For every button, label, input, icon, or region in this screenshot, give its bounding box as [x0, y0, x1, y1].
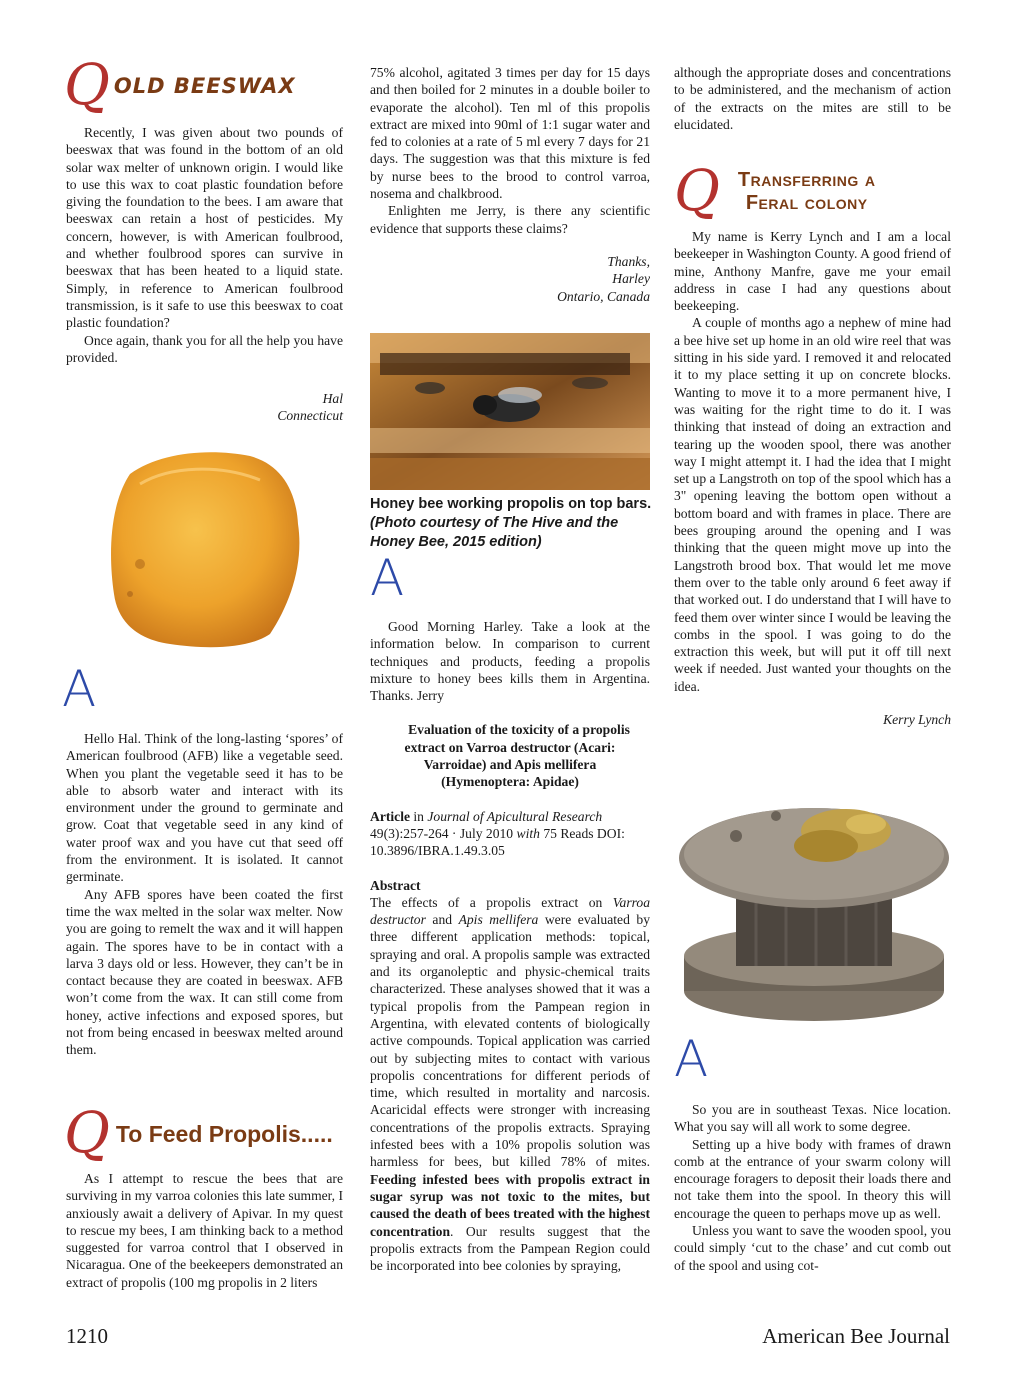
signature-name: Hal — [322, 391, 343, 407]
answer-old-beeswax — [66, 730, 343, 1059]
question-transferring-feral — [674, 228, 951, 728]
heading-transferring-feral — [674, 159, 876, 224]
section-title: To Feed Propolis..... — [115, 1120, 333, 1147]
answer-paragraph: So you are in southeast Texas. Nice location. What you say will all work to some degree. — [674, 1102, 951, 1135]
caption-text: Honey bee working propolis on top bars. — [370, 496, 652, 512]
signature-name: Harley — [612, 271, 650, 287]
question-old-beeswax — [66, 124, 343, 425]
journal-name: Journal of Apicultural Research — [427, 808, 603, 824]
article-with: with — [516, 825, 540, 841]
question-feed-propolis — [66, 1170, 343, 1291]
question-paragraph: My name is Kerry Lynch and I am a local beekeeper in Washington County. A good friend of mine, Anthony Manfre, gave me your email address in case I had any questions about beekeeping. — [674, 229, 951, 314]
caption-credit: (Photo courtesy of The Hive and the Honey Bee, 2015 edition) — [370, 515, 619, 550]
question-paragraph: As I attempt to rescue the bees that are surviving in my varroa colonies this late summer, I anxiously await a delivery of Apivar. In my quest to rescue my bees, I am thinking back to a method suggested for varroa control that I observed in Nicaragua. One of the beekeepers demonstrated an extract of propolis (100 mg propolis in 2 liters — [66, 1171, 343, 1290]
abstract-part: The effects of a propolis extract on — [370, 894, 613, 910]
question-paragraph: Recently, I was given about two pounds of beeswax that was found in the bottom of an old solar wax melter of unknown origin. I would like to use this wax to coat plastic foundation before giving the foundation to the bees. I am aware that beeswax can retain a host of pesticides. My concern, however, is with American foulbrood, and whether foulbrood spores can survive in beeswax that has been heated to a liquid state. Simply, in reference to American foulbrood transmission, is it safe to use this beeswax to coat plastic foundation? — [66, 125, 343, 331]
abstract-part: were evaluated by three different application methods: topical, spraying and oral. A propolis sample was extracted and its organoleptic and physic-chemical traits characterized. These analyses showed that it was a typical propolis from the Pampean region in Argentina, with elevated contents of biologically active compounds. Topical application was carried out by subjecting mites to contact with various propolis concentrations for different periods of time, which resulted in mortality and narcosis. Acaricidal effects were stronger with increasing concentrations of the propolis extracts. Spraying infested bees with a 10% propolis solution was harmless for bees, but killed 78% of mites. — [370, 912, 650, 1170]
abstract-text — [370, 894, 650, 1275]
section-title: OLD BEESWAX — [113, 74, 296, 98]
species-name: Varroa destructor — [370, 894, 650, 928]
article-details: 49(3):257-264 · July 2010 — [370, 825, 517, 841]
article-label: Article — [370, 808, 410, 824]
question-paragraph: 75% alcohol, agitated 3 times per day for 15 days and then boiled for 2 minutes in a double boiler to evaporate the alcohol). Ten ml of this propolis extract are mixed into 90ml of 1:1 sugar water and fed to colonies at a rate of 5 ml every 7 days for 21 days. The suggestion was that this mixture is fed by nurse bees to the brood to control varroa, nosema and chalkbrood. — [370, 65, 650, 202]
publication-name: American Bee Journal — [762, 1324, 950, 1348]
abstract-continued-text: although the appropriate doses and concentrations to be administered, and the mechanism of action of the extracts on the mites are still to be elucidated. — [674, 65, 951, 132]
answer-propolis — [370, 618, 650, 1274]
question-paragraph: Enlighten me Jerry, is there any scientific evidence that supports these claims? — [370, 203, 650, 236]
article-citation — [370, 808, 650, 860]
answer-paragraph: Good Morning Harley. Take a look at the information below. In comparison to current techniques and products, feeding a propolis mixture to honey bees kills them in Argentina. Thanks. Jerry — [370, 619, 650, 704]
abstract-continued — [674, 64, 951, 133]
question-paragraph: Once again, thank you for all the help you have provided. — [66, 332, 343, 365]
abstract-heading: Abstract — [370, 877, 421, 893]
section-title-line: Transferring a — [737, 169, 876, 191]
q-mark-icon: Q — [64, 1101, 110, 1166]
wooden-spool-image — [676, 786, 951, 1026]
a-mark-icon: A — [370, 549, 405, 607]
abstract-part: and — [425, 912, 459, 928]
species-name: Apis mellifera — [458, 912, 539, 928]
section-title-line: Feral colony — [745, 192, 868, 214]
signature-thanks: Thanks, — [607, 253, 650, 269]
heading-feed-propolis — [64, 1101, 333, 1166]
propolis-photo — [370, 333, 650, 490]
answer-paragraph: Setting up a hive body with frames of drawn comb at the entrance of your swarm colony will encourage foragers to deposit their loads there and not take them into the spool. In theory this will encourage the queen to perhaps move up as well. — [674, 1136, 951, 1221]
section-title — [738, 169, 876, 215]
answer-paragraph: Unless you want to save the wooden spool, you could simply ‘cut to the chase’ and cut comb out of the spool and using cot- — [674, 1223, 951, 1273]
article-in: in — [410, 808, 428, 824]
photo-caption — [370, 495, 652, 552]
abstract-highlight: Feeding infested bees with propolis extract in sugar syrup was not toxic to the mites, but caused the death of bees treated with the highest concentration — [370, 1171, 650, 1239]
signature-name: Kerry Lynch — [883, 712, 951, 728]
signature-place: Ontario, Canada — [557, 288, 650, 304]
answer-transferring-feral — [674, 1101, 951, 1274]
q-mark-icon: Q — [674, 159, 720, 224]
question-paragraph: A couple of months ago a nephew of mine had a bee hive set up home in an old wire reel that was sitting in his side yard. I removed it and relocated it to my place setting it up on concrete blocks. Wanting to move it to a more permanent hive, I was waiting for the right time to do it. I was thinking that instead of doing an extraction and tearing up the wooden spool, there was another way I might attempt it. I had the idea that I might set up a Langstroth on top of the spool which has a 3" opening leaving the bottom open without a bottom board and with frames in place. There are bees grouping around the opening and I was thinking that the queen might move up into the Langstroth brood box. That would let me move them over to the table only around 6 feet away if that worked out. I do understand that I will have to feed them over winter since I would be leaving the combs in the spool. I was going to do the extraction this week, but will put it off till next week if needed. Just wanted your thoughts on the idea. — [674, 315, 951, 694]
page-number: 1210 — [66, 1324, 108, 1348]
question-propolis-continued — [370, 64, 650, 305]
answer-paragraph: Hello Hal. Think of the long-lasting ‘spores’ of American foulbrood (AFB) like a vegetable seed. When you plant the vegetable seed it has to be able to absorb water and interact with its environment under the ground to germinate and grow. Coat that vegetable seed in any kind of water proof wax and you have cut that seed off from the environment. It is isolated. It cannot germinate. — [66, 731, 343, 885]
answer-paragraph: Any AFB spores have been coated the first time the wax melted in the solar wax melter. Now you are going to remelt the wax and it will happen again. The spores have to be in contact with a larva 3 days old or less. However, they can’t be in contact because they are coated in beeswax. AFB won’t come from the wax. It can still come from honey, active infections and exposed spores, but not from being encased in beeswax melted around them. — [66, 886, 343, 1058]
beeswax-block-image — [100, 444, 310, 652]
signature-place: Connecticut — [277, 408, 343, 424]
abstract-part: . Our results suggest that the propolis extracts from the Pampean Region could be incorporated into bee colonies by spraying, — [370, 1223, 650, 1274]
abstract-label — [370, 877, 650, 894]
article-title: Evaluation of the toxicity of a propolis extract on Varroa destructor (Acari: Varroidae) and Apis mellifera (Hymenoptera: Apidae) — [404, 722, 630, 790]
q-mark-icon: Q — [64, 53, 110, 118]
heading-old-beeswax — [64, 53, 296, 118]
a-mark-icon: A — [674, 1030, 709, 1088]
article-reads: 75 Reads DOI: 10.3896/IBRA.1.49.3.05 — [370, 825, 625, 859]
a-mark-icon: A — [62, 660, 97, 718]
